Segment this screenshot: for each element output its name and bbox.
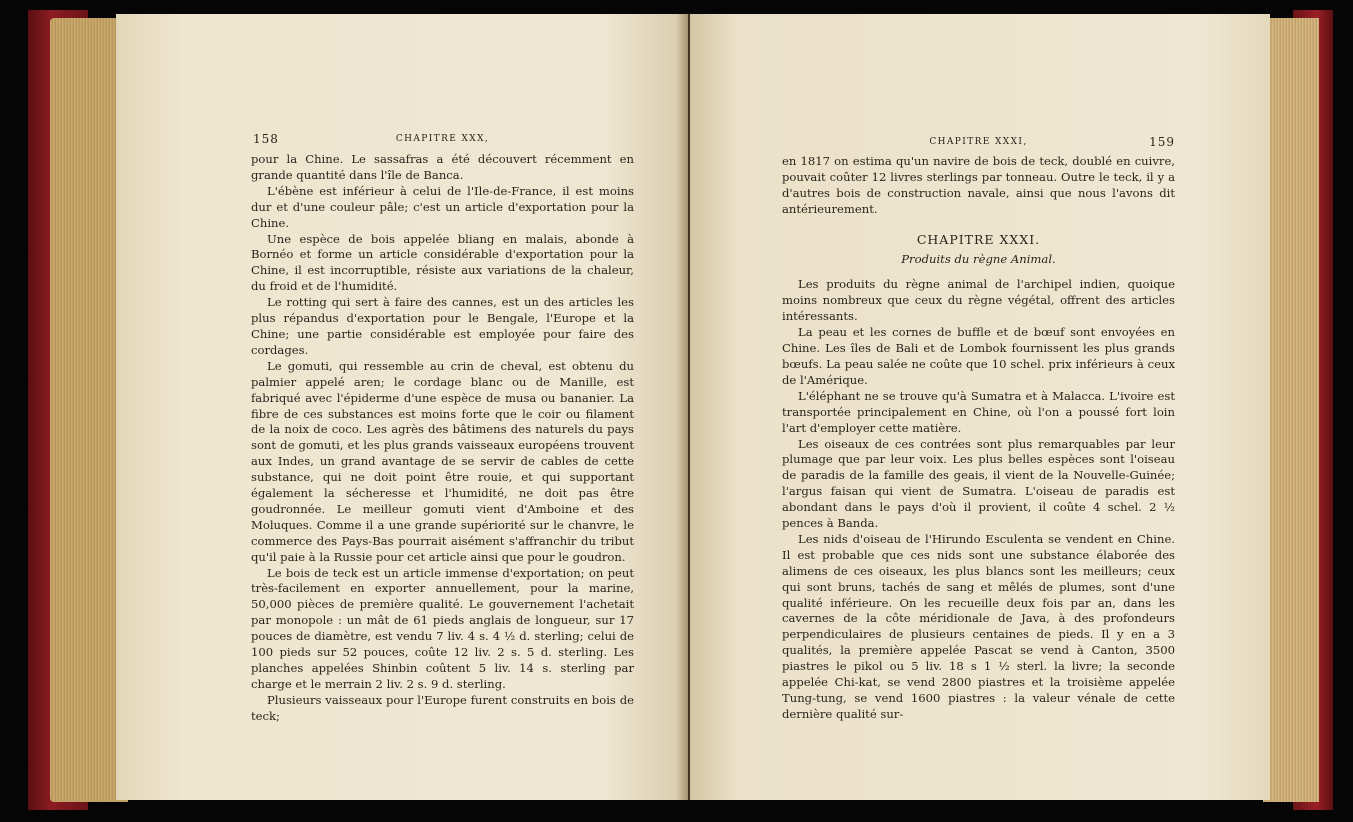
paragraph: L'éléphant ne se trouve qu'à Sumatra et à Malacca. L'ivoire est transportée principalement en Chine, où l'on a poussé fort loin l'art d'employer cette matière. xyxy=(782,388,1175,435)
left-page xyxy=(116,14,688,800)
chapter-heading: CHAPITRE XXXI. xyxy=(916,231,1041,247)
paragraph: L'ébène est inférieur à celui de l'Ile-de-France, il est moins dur et d'une couleur pâle; c'est un article d'exportation pour la Chine. xyxy=(251,183,634,230)
paragraph: Les oiseaux de ces contrées sont plus remarquables par leur plumage que par leur voix. Les plus belles espèces sont l'oiseau de paradis de la famille des geais, il vient de la Nouvelle-Guinée; l'argus faisan qui vient de Sumatra. L'oiseau de paradis est abondant dans le pays d'où il provient, il coûte 4 schel. 2 ½ pences à Banda. xyxy=(782,436,1175,531)
paragraph: Le bois de teck est un article immense d'exportation; on peut très-facilement en exporter annuellement, pour la marine, 50,000 pièces de première qualité. Le gouvernement l'achetait par monopole : un mât de 61 pieds anglais de longueur, sur 17 pouces de diamètre, est vendu 7 liv. 4 s. 4 ½ d. sterling; celui de 100 pieds sur 52 pouces, coûte 12 liv. 2 s. 5 d. sterling. Les planches appelées Shinbin coûtent 5 liv. 14 s. sterling par charge et le merrain 2 liv. 2 s. 9 d. sterling. xyxy=(251,565,634,691)
left-text-block xyxy=(251,152,634,725)
chapter-subtitle: Produits du règne Animal. xyxy=(901,251,1056,266)
paragraph: Les produits du règne animal de l'archipel indien, quoique moins nombreux que ceux du règne végétal, offrent des articles intéressants. xyxy=(782,277,1175,324)
paragraph: Plusieurs vaisseaux pour l'Europe furent construits en bois de teck; xyxy=(251,692,634,723)
paragraph: Une espèce de bois appelée bliang en malais, abonde à Bornéo et forme un article considérable d'exportation pour la Chine, il est incorruptible, résiste aux variations de la chaleur, du froid et de l'humidité. xyxy=(251,231,634,294)
paragraph: La peau et les cornes de buffle et de bœuf sont envoyées en Chine. Les îles de Bali et de Lombok fournissent les plus grands bœufs. La peau salée ne coûte que 10 schel. prix inférieurs à ceux de l'Amérique. xyxy=(782,325,1175,387)
right-text-block xyxy=(782,154,1175,723)
paragraph: Le gomuti, qui ressemble au crin de cheval, est obtenu du palmier appelé aren; le cordage blanc ou de Manille, est fabriqué avec l'épiderme d'une espèce de musa ou bananier. La fibre de ces substances est moins forte que le coir ou filament de la noix de coco. Les agrès des bâtimens des naturels du pays sont de gomuti, et les plus grands vaisseaux européens trouvent aux Indes, un grand avantage de se servir de cables de cette substance, qui ne doit point être rouie, et qui supportant également la sécheresse et l'humidité, ne doit pas être goudronnée. Le meilleur gomuti vient d'Amboine et des Moluques. Comme il a une grande supériorité sur le chanvre, le commerce des Pays-Bas pourrait aisément s'affranchir du tribut qu'il paie à la Russie pour cet article ainsi que pour le goudron. xyxy=(251,358,634,564)
paragraph: Le rotting qui sert à faire des cannes, est un des articles les plus répandus d'exportation pour le Bengale, l'Europe et la Chine; une partie considérable est employée pour faire des cordages. xyxy=(251,295,634,357)
right-page-number: 159 xyxy=(1149,135,1175,149)
paragraph: en 1817 on estima qu'un navire de bois de teck, doublé en cuivre, pouvait coûter 12 livres sterlings par tonneau. Outre le teck, il y a d'autres bois de construction navale, ainsi que nous l'avons dit antérieurement. xyxy=(782,154,1175,216)
page-edges-right xyxy=(1263,18,1319,802)
left-page-number: 158 xyxy=(253,132,279,146)
paragraph: Les nids d'oiseau de l'Hirundo Esculenta se vendent en Chine. Il est probable que ces nids sont une substance élaborée des alimens de ces oiseaux, les plus blancs sont les meilleurs; ceux qui sont bruns, tachés de sang et mêlés de plumes, sont d'une qualité inférieure. On les recueille deux fois par an, dans les cavernes de la côte méridionale de Java, à des profondeurs perpendiculaires de plusieurs centaines de pieds. Il y en a 3 qualités, la première appelée Pascat se vend à Canton, 3500 piastres le pikol ou 5 liv. 18 s 1 ½ sterl. la livre; la seconde appelée Chi-kat, se vend 2800 piastres et la troisième appelée Tung-tung, se vend 1600 piastres : la valeur vénale de cette dernière qualité sur- xyxy=(782,531,1175,721)
open-book xyxy=(28,10,1333,810)
left-running-title: CHAPITRE XXX, xyxy=(395,134,490,144)
right-running-title: CHAPITRE XXXI, xyxy=(929,137,1028,147)
paragraph: pour la Chine. Le sassafras a été découvert récemment en grande quantité dans l'île de Banca. xyxy=(251,152,634,182)
right-page xyxy=(690,14,1270,800)
